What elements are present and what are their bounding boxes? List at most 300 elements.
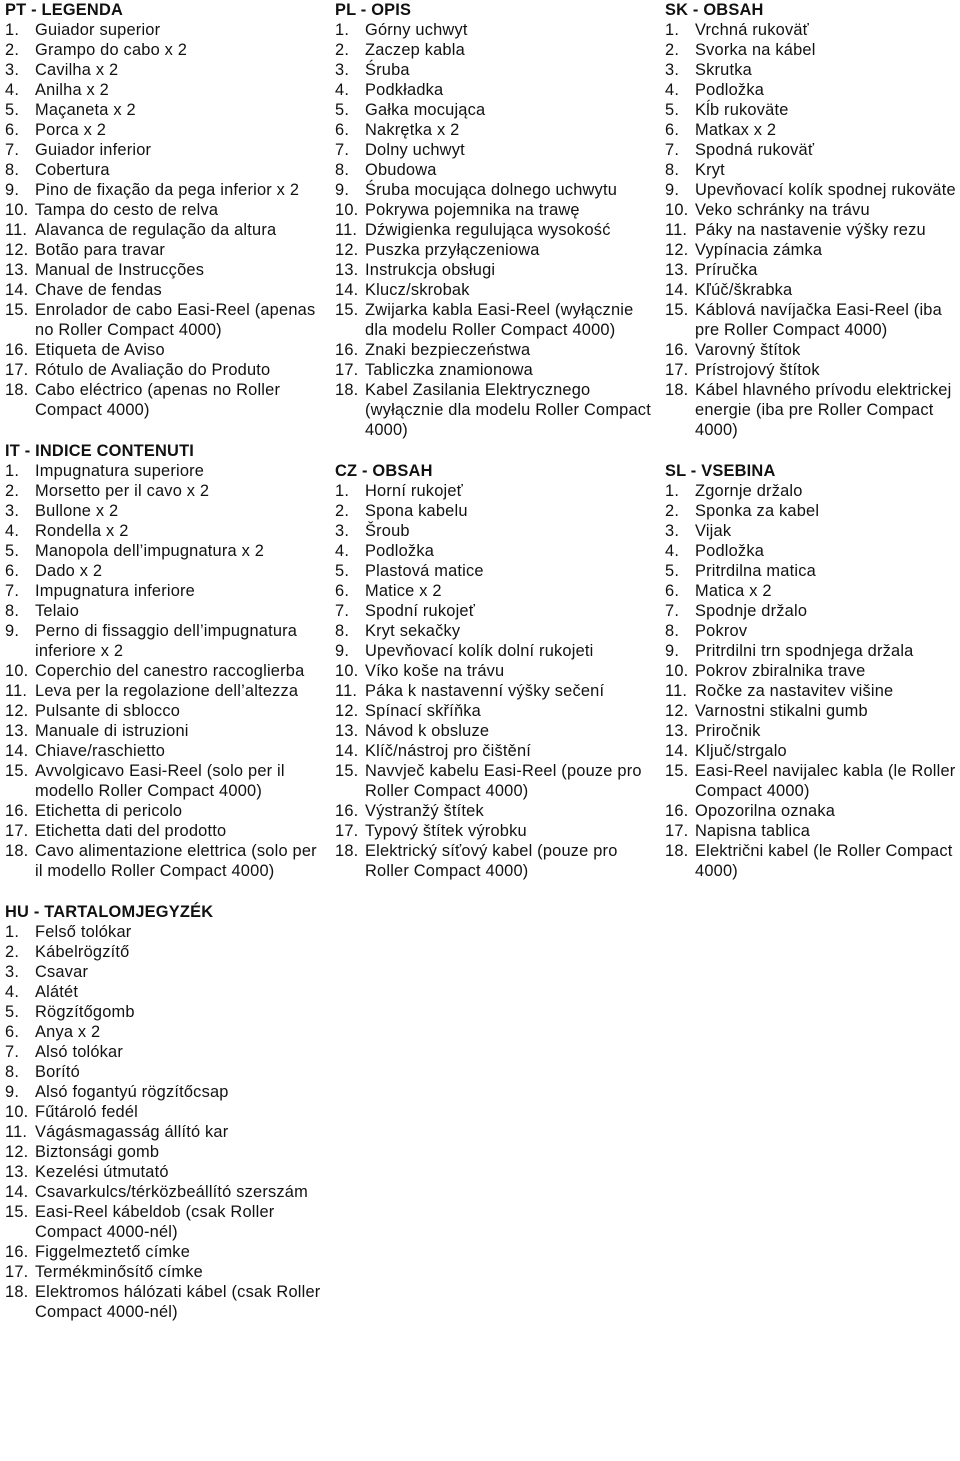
list-item — [335, 340, 655, 360]
item-number: 15. — [5, 1203, 29, 1221]
item-number: 4. — [5, 81, 20, 99]
parts-list — [5, 20, 325, 420]
item-number: 15. — [5, 301, 29, 319]
list-item — [5, 1102, 325, 1122]
item-number: 15. — [335, 301, 359, 319]
item-number: 4. — [665, 542, 680, 560]
item-text: Spodní rukojeť — [365, 602, 476, 620]
item-text: Páky na nastavenie výšky rezu — [695, 221, 926, 239]
list-item — [335, 541, 655, 561]
item-text: Gałka mocująca — [365, 101, 486, 119]
item-text: Etiqueta de Aviso — [35, 341, 165, 359]
item-text: Csavar — [35, 963, 89, 981]
item-number: 9. — [665, 181, 680, 199]
item-number: 3. — [665, 61, 680, 79]
item-text: Dźwigienka regulująca wysokość — [365, 221, 611, 239]
list-item — [665, 581, 960, 601]
list-item — [665, 200, 960, 220]
item-number: 10. — [5, 662, 29, 680]
item-number: 9. — [665, 642, 680, 660]
item-number: 16. — [665, 802, 689, 820]
item-text: Grampo do cabo x 2 — [35, 41, 188, 59]
item-text: Rondella x 2 — [35, 522, 129, 540]
item-number: 14. — [5, 281, 29, 299]
list-item — [5, 1122, 325, 1142]
item-text: Kľúč/škrabka — [695, 281, 793, 299]
list-item — [5, 120, 325, 140]
item-text: Kabel Zasilania Elektrycznego (wyłącznie dla modelu Roller Compact 4000) — [365, 381, 651, 439]
item-number: 8. — [5, 161, 20, 179]
item-number: 4. — [5, 983, 20, 1001]
item-text: Easi-Reel navijalec kabla (le Roller Compact 4000) — [695, 762, 956, 800]
item-text: Navvječ kabelu Easi-Reel (pouze pro Roller Compact 4000) — [365, 762, 642, 800]
item-text: Spodná rukoväť — [695, 141, 815, 159]
item-number: 1. — [5, 21, 20, 39]
item-text: Perno di fissaggio dell’impugnatura inferiore x 2 — [35, 622, 298, 660]
item-number: 7. — [5, 141, 20, 159]
item-text: Alavanca de regulação da altura — [35, 221, 277, 239]
list-item — [5, 80, 325, 100]
list-item — [5, 60, 325, 80]
item-text: Górny uchwyt — [365, 21, 468, 39]
item-number: 15. — [665, 762, 689, 780]
list-item — [5, 200, 325, 220]
item-number: 13. — [665, 261, 689, 279]
item-text: Pulsante di sblocco — [35, 702, 181, 720]
item-number: 13. — [5, 261, 29, 279]
item-text: Maçaneta x 2 — [35, 101, 136, 119]
list-item — [5, 541, 325, 561]
list-item — [665, 761, 960, 801]
list-item — [665, 140, 960, 160]
item-text: Dolny uchwyt — [365, 141, 465, 159]
list-item — [5, 1082, 325, 1102]
item-number: 3. — [5, 502, 20, 520]
list-item — [5, 1202, 325, 1242]
item-text: Puszka przyłączeniowa — [365, 241, 540, 259]
list-item — [335, 160, 655, 180]
list-item — [335, 621, 655, 641]
item-text: Chave de fendas — [35, 281, 162, 299]
item-text: Upevňovací kolík spodnej rukoväte — [695, 181, 956, 199]
list-item — [5, 681, 325, 701]
item-number: 10. — [665, 662, 689, 680]
item-text: Śruba mocująca dolnego uchwytu — [365, 181, 618, 199]
list-item — [665, 821, 960, 841]
item-text: Rótulo de Avaliação do Produto — [35, 361, 271, 379]
list-item — [5, 761, 325, 801]
item-number: 13. — [335, 261, 359, 279]
item-number: 3. — [5, 61, 20, 79]
item-text: Rögzítőgomb — [35, 1003, 135, 1021]
list-item — [5, 340, 325, 360]
list-item — [665, 180, 960, 200]
list-item — [665, 721, 960, 741]
list-item — [335, 180, 655, 200]
item-text: Zgornje držalo — [695, 482, 803, 500]
item-text: Instrukcja obsługi — [365, 261, 496, 279]
item-number: 9. — [5, 622, 20, 640]
list-item — [665, 801, 960, 821]
item-text: Sponka za kabel — [695, 502, 820, 520]
item-text: Spínací skříňka — [365, 702, 481, 720]
list-item — [335, 801, 655, 821]
item-number: 2. — [665, 41, 680, 59]
item-number: 7. — [665, 141, 680, 159]
item-number: 14. — [665, 742, 689, 760]
item-text: Cavo alimentazione elettrica (solo per il modello Roller Compact 4000) — [35, 842, 317, 880]
item-number: 4. — [665, 81, 680, 99]
item-text: Zaczep kabla — [365, 41, 465, 59]
item-number: 15. — [665, 301, 689, 319]
item-number: 18. — [335, 842, 359, 860]
item-number: 17. — [335, 361, 359, 379]
item-text: Pritrdilni trn spodnjega držala — [695, 642, 914, 660]
list-item — [5, 1142, 325, 1162]
list-item — [335, 60, 655, 80]
item-text: Cabo eléctrico (apenas no Roller Compact 4000) — [35, 381, 281, 419]
list-item — [665, 280, 960, 300]
item-text: Porca x 2 — [35, 121, 107, 139]
list-item — [5, 360, 325, 380]
legend-section — [665, 461, 960, 881]
list-item — [5, 140, 325, 160]
item-text: Tampa do cesto de relva — [35, 201, 219, 219]
item-number: 6. — [5, 121, 20, 139]
list-item — [665, 380, 960, 440]
item-number: 5. — [5, 542, 20, 560]
item-text: Príručka — [695, 261, 758, 279]
item-number: 12. — [665, 702, 689, 720]
item-text: Vrchná rukoväť — [695, 21, 810, 39]
list-item — [335, 20, 655, 40]
item-text: Botão para travar — [35, 241, 166, 259]
item-text: Kábel hlavného prívodu elektrickej energie (iba pre Roller Compact 4000) — [695, 381, 952, 439]
item-number: 15. — [5, 762, 29, 780]
list-item — [5, 701, 325, 721]
list-item — [665, 621, 960, 641]
item-number: 12. — [335, 241, 359, 259]
item-number: 9. — [5, 1083, 20, 1101]
list-item — [5, 1162, 325, 1182]
item-text: Ročke za nastavitev višine — [695, 682, 894, 700]
list-item — [335, 481, 655, 501]
list-item — [5, 40, 325, 60]
item-text: Klíč/nástroj pro čištění — [365, 742, 532, 760]
item-text: Podkładka — [365, 81, 444, 99]
section-heading: PT - LEGENDA — [5, 1, 124, 19]
list-item — [665, 240, 960, 260]
list-item — [5, 280, 325, 300]
list-item — [335, 521, 655, 541]
item-number: 5. — [5, 101, 20, 119]
list-item — [5, 561, 325, 581]
item-number: 15. — [335, 762, 359, 780]
list-item — [5, 801, 325, 821]
list-item — [335, 581, 655, 601]
item-text: Fűtároló fedél — [35, 1103, 139, 1121]
item-number: 2. — [5, 41, 20, 59]
item-text: Upevňovací kolík dolní rukojeti — [365, 642, 594, 660]
item-number: 8. — [5, 602, 20, 620]
item-number: 9. — [335, 181, 350, 199]
item-text: Felső tolókar — [35, 923, 132, 941]
item-text: Obudowa — [365, 161, 437, 179]
item-text: Vágásmagasság állító kar — [35, 1123, 229, 1141]
item-text: Kryt sekačky — [365, 622, 461, 640]
item-text: Víko koše na trávu — [365, 662, 505, 680]
item-number: 13. — [335, 722, 359, 740]
item-text: Vypínacia zámka — [695, 241, 823, 259]
item-number: 16. — [5, 1243, 29, 1261]
item-text: Anya x 2 — [35, 1023, 101, 1041]
item-text: Prístrojový štítok — [695, 361, 820, 379]
item-text: Svorka na kábel — [695, 41, 816, 59]
legend-section — [5, 441, 325, 881]
item-number: 10. — [5, 1103, 29, 1121]
item-text: Kezelési útmutató — [35, 1163, 169, 1181]
item-text: Elektrický síťový kabel (pouze pro Roller Compact 4000) — [365, 842, 618, 880]
item-text: Návod k obsluze — [365, 722, 490, 740]
item-number: 5. — [335, 562, 350, 580]
list-item — [665, 601, 960, 621]
list-item — [5, 180, 325, 200]
list-item — [665, 160, 960, 180]
item-text: Śruba — [365, 61, 410, 79]
item-number: 14. — [665, 281, 689, 299]
item-text: Cobertura — [35, 161, 110, 179]
item-number: 17. — [5, 822, 29, 840]
item-text: Pokrov zbiralnika trave — [695, 662, 866, 680]
item-text: Matica x 2 — [695, 582, 772, 600]
list-item — [335, 240, 655, 260]
item-text: Podložka — [695, 542, 765, 560]
list-item — [335, 360, 655, 380]
item-text: Podložka — [695, 81, 765, 99]
item-text: Etichetta di pericolo — [35, 802, 183, 820]
item-text: Nakrętka x 2 — [365, 121, 460, 139]
list-item — [5, 661, 325, 681]
list-item — [5, 741, 325, 761]
list-item — [5, 501, 325, 521]
list-item — [5, 922, 325, 942]
list-item — [335, 681, 655, 701]
item-text: Dado x 2 — [35, 562, 103, 580]
list-item — [5, 601, 325, 621]
item-text: Leva per la regolazione dell’altezza — [35, 682, 299, 700]
item-number: 10. — [665, 201, 689, 219]
item-number: 8. — [335, 622, 350, 640]
item-number: 14. — [5, 742, 29, 760]
item-number: 18. — [5, 1283, 29, 1301]
item-number: 14. — [335, 742, 359, 760]
item-number: 7. — [5, 582, 20, 600]
item-text: Veko schránky na trávu — [695, 201, 870, 219]
list-item — [665, 641, 960, 661]
list-item — [335, 721, 655, 741]
item-text: Plastová matice — [365, 562, 484, 580]
item-text: Páka k nastavenní výšky sečení — [365, 682, 605, 700]
list-item — [5, 1282, 325, 1322]
item-number: 12. — [665, 241, 689, 259]
list-item — [5, 821, 325, 841]
item-number: 17. — [5, 1263, 29, 1281]
item-text: Avvolgicavo Easi-Reel (solo per il modello Roller Compact 4000) — [35, 762, 285, 800]
item-text: Zwijarka kabla Easi-Reel (wyłącznie dla modelu Roller Compact 4000) — [365, 301, 634, 339]
item-number: 1. — [335, 482, 350, 500]
list-item — [5, 1262, 325, 1282]
item-text: Typový štítek výrobku — [365, 822, 527, 840]
item-number: 8. — [5, 1063, 20, 1081]
column-left — [5, 0, 325, 1322]
list-item — [665, 681, 960, 701]
item-text: Telaio — [35, 602, 80, 620]
item-number: 13. — [5, 722, 29, 740]
item-text: Pritrdilna matica — [695, 562, 816, 580]
item-number: 11. — [5, 221, 28, 239]
item-number: 16. — [335, 802, 359, 820]
list-item — [5, 721, 325, 741]
item-text: Spodnje držalo — [695, 602, 808, 620]
item-number: 2. — [5, 943, 20, 961]
list-item — [665, 80, 960, 100]
item-number: 18. — [5, 381, 29, 399]
item-text: Anilha x 2 — [35, 81, 109, 99]
list-item — [335, 641, 655, 661]
item-text: Csavarkulcs/térközbeállító szerszám — [35, 1183, 308, 1201]
list-item — [5, 982, 325, 1002]
item-number: 16. — [5, 802, 29, 820]
list-item — [335, 200, 655, 220]
list-item — [5, 260, 325, 280]
item-text: Tabliczka znamionowa — [365, 361, 533, 379]
item-number: 17. — [5, 361, 29, 379]
list-item — [5, 581, 325, 601]
item-number: 1. — [665, 482, 680, 500]
item-number: 6. — [335, 121, 350, 139]
item-number: 2. — [335, 502, 350, 520]
item-text: Výstranžý štítek — [365, 802, 484, 820]
list-item — [5, 1002, 325, 1022]
item-number: 12. — [5, 1143, 29, 1161]
item-text: Enrolador de cabo Easi-Reel (apenas no Roller Compact 4000) — [35, 301, 316, 339]
list-item — [5, 300, 325, 340]
item-number: 12. — [5, 702, 29, 720]
item-number: 17. — [665, 361, 689, 379]
item-number: 9. — [5, 181, 20, 199]
item-number: 17. — [335, 822, 359, 840]
list-item — [5, 521, 325, 541]
item-number: 11. — [335, 221, 358, 239]
list-item — [335, 280, 655, 300]
item-number: 6. — [335, 582, 350, 600]
item-number: 18. — [665, 381, 689, 399]
item-text: Alsó tolókar — [35, 1043, 124, 1061]
item-number: 13. — [5, 1163, 29, 1181]
list-item — [5, 461, 325, 481]
item-text: Manopola dell’impugnatura x 2 — [35, 542, 265, 560]
list-item — [5, 220, 325, 240]
list-item — [665, 300, 960, 340]
item-text: Figgelmeztető címke — [35, 1243, 191, 1261]
item-text: Biztonsági gomb — [35, 1143, 160, 1161]
list-item — [665, 340, 960, 360]
list-item — [665, 120, 960, 140]
item-number: 2. — [665, 502, 680, 520]
item-text: Matkax x 2 — [695, 121, 777, 139]
item-text: Podložka — [365, 542, 435, 560]
item-text: Guiador superior — [35, 21, 161, 39]
item-number: 5. — [5, 1003, 20, 1021]
item-number: 9. — [335, 642, 350, 660]
item-text: Varovný štítok — [695, 341, 801, 359]
item-text: Termékminősítő címke — [35, 1263, 203, 1281]
section-heading: HU - TARTALOMJEGYZÉK — [5, 903, 214, 921]
item-number: 14. — [5, 1183, 29, 1201]
item-number: 17. — [665, 822, 689, 840]
item-number: 3. — [665, 522, 680, 540]
item-number: 1. — [335, 21, 350, 39]
legend-section — [335, 461, 655, 881]
list-item — [335, 300, 655, 340]
item-number: 7. — [665, 602, 680, 620]
item-number: 1. — [665, 21, 680, 39]
list-item — [335, 380, 655, 440]
item-number: 1. — [5, 462, 20, 480]
list-item — [335, 661, 655, 681]
list-item — [5, 1242, 325, 1262]
item-number: 11. — [335, 682, 358, 700]
list-item — [665, 360, 960, 380]
list-item — [5, 100, 325, 120]
section-heading: SK - OBSAH — [665, 1, 764, 19]
item-number: 8. — [665, 622, 680, 640]
item-text: Káblová navíjačka Easi-Reel (iba pre Roller Compact 4000) — [695, 301, 942, 339]
item-number: 3. — [335, 522, 350, 540]
item-number: 3. — [335, 61, 350, 79]
list-item — [5, 160, 325, 180]
item-text: Napisna tablica — [695, 822, 811, 840]
item-number: 6. — [665, 121, 680, 139]
list-item — [335, 120, 655, 140]
list-item — [335, 701, 655, 721]
item-text: Priročnik — [695, 722, 761, 740]
item-text: Pokrywa pojemnika na trawę — [365, 201, 580, 219]
item-text: Pokrov — [695, 622, 748, 640]
item-text: Pino de fixação da pega inferior x 2 — [35, 181, 300, 199]
list-item — [5, 841, 325, 881]
list-item — [5, 240, 325, 260]
section-heading: PL - OPIS — [335, 1, 412, 19]
item-text: Manual de Instrucções — [35, 261, 205, 279]
item-number: 12. — [5, 241, 29, 259]
item-number: 4. — [5, 522, 20, 540]
legend-section — [335, 0, 655, 440]
list-item — [665, 220, 960, 240]
list-item — [335, 220, 655, 240]
list-item — [335, 40, 655, 60]
list-item — [665, 40, 960, 60]
legend-section — [665, 0, 960, 440]
item-text: Električni kabel (le Roller Compact 4000) — [695, 842, 953, 880]
item-text: Manuale di istruzioni — [35, 722, 189, 740]
item-text: Coperchio del canestro raccoglierba — [35, 662, 305, 680]
item-number: 6. — [665, 582, 680, 600]
item-text: Borító — [35, 1063, 80, 1081]
list-item — [665, 541, 960, 561]
item-number: 6. — [5, 562, 20, 580]
item-number: 4. — [335, 81, 350, 99]
